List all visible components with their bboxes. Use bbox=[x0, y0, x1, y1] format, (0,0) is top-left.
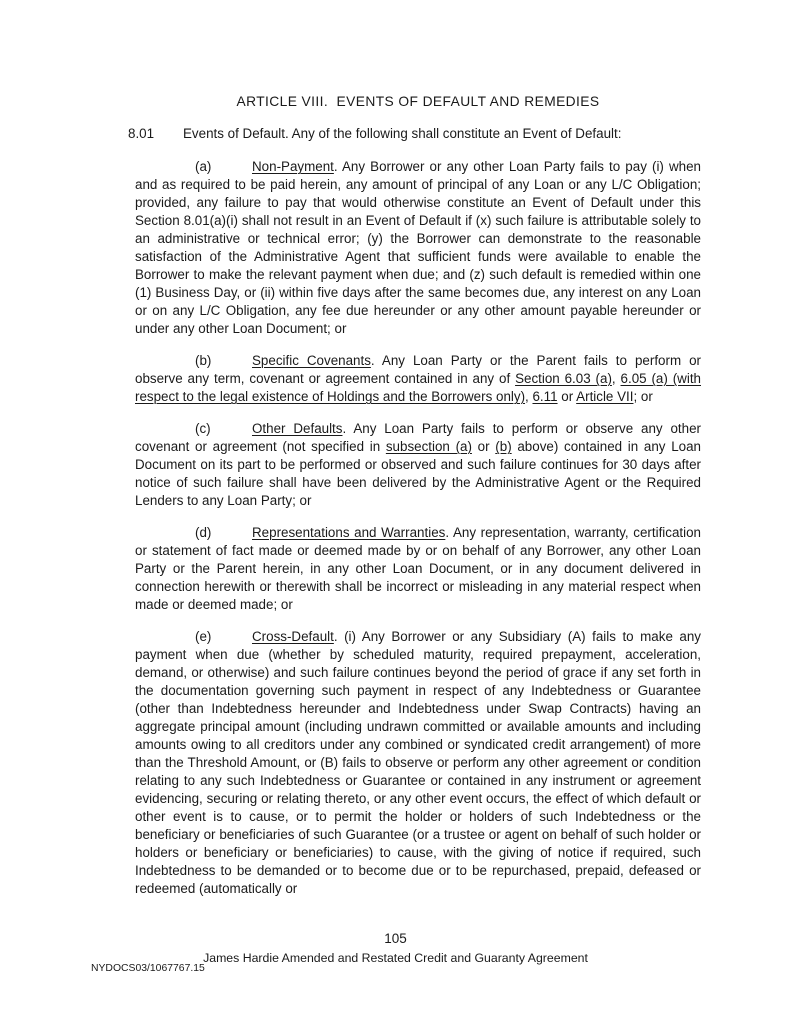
section-reference-article-vii: Article VII bbox=[576, 389, 634, 404]
paragraph-b-text: or bbox=[557, 389, 577, 404]
section-title: Events of Default bbox=[183, 126, 285, 141]
section-reference-6-03-a: Section 6.03 (a) bbox=[515, 371, 612, 386]
paragraph-c-text: or bbox=[471, 439, 496, 454]
section-number: 8.01 bbox=[128, 126, 155, 141]
paragraph-a-label: (a) bbox=[195, 159, 212, 174]
paragraph-b-heading: Specific Covenants bbox=[252, 353, 371, 368]
paragraph-b-text: , bbox=[525, 389, 533, 404]
section-reference-6-05-a: 6.05 (a) (with respect to the legal existence of Holdings and the Borrowers only) bbox=[135, 371, 701, 404]
section-reference-6-11: 6.11 bbox=[532, 389, 558, 404]
section-8-01-line bbox=[128, 125, 701, 143]
footer-document-title: James Hardie Amended and Restated Credit and Guaranty Agreement bbox=[203, 951, 588, 965]
paragraph-c-text: . Any Loan Party fails to perform or observe any other covenant or agreement (not specified in bbox=[135, 421, 701, 454]
paragraph-e-cross-default bbox=[135, 628, 701, 898]
paragraph-e-heading: Cross-Default bbox=[252, 629, 334, 644]
paragraph-d-text: . Any representation, warranty, certification or statement of fact made or deemed made by or on behalf of any Borrower, any other Loan Party or the Parent herein, in any other Loan Document, or in any document delivered in connection herewith or therewith shall be incorrect or misleading in any material respect when made or deemed made; or bbox=[135, 525, 701, 612]
paragraph-d-representations-warranties bbox=[135, 524, 701, 614]
paragraph-e-label: (e) bbox=[195, 629, 212, 644]
paragraph-c-label: (c) bbox=[195, 421, 211, 436]
paragraph-b-specific-covenants bbox=[135, 352, 701, 406]
paragraph-a-text: . Any Borrower or any other Loan Party fails to pay (i) when and as required to be paid herein, any amount of principal of any Loan or any L/C Obligation; provided, any failure to pay that would otherwise constitute an Event of Default under this Section 8.01(a)(i) shall not result in an Event of Default if (x) such failure is attributable solely to an administrative or technical error; (y) the Borrower can demonstrate to the reasonable satisfaction of the Administrative Agent that sufficient funds were available to enable the Borrower to make the relevant payment when due; and (z) such default is remedied within one (1) Business Day, or (ii) within five days after the same becomes due, any interest on any Loan or on any L/C Obligation, any fee due hereunder or any other amount payable hereunder or under any other Loan Document; or bbox=[135, 159, 701, 336]
paragraph-d-label: (d) bbox=[195, 525, 212, 540]
paragraph-a-heading: Non-Payment bbox=[252, 159, 334, 174]
paragraph-c-other-defaults bbox=[135, 420, 701, 510]
paragraph-c-text: above) contained in any Loan Document on its part to be performed or observed and such failure continues for 30 days after notice of such failure shall have been delivered by the Administrative Agent or the Required Lenders to any Loan Party; or bbox=[135, 439, 701, 508]
subsection-reference-a: subsection (a) bbox=[385, 439, 472, 454]
paragraph-e-text: . (i) Any Borrower or any Subsidiary (A) fails to make any payment when due (whether by scheduled maturity, required prepayment, acceleration, demand, or otherwise) and such failure continues beyond the period of grace if any set forth in the documentation governing such payment in respect of any Indebtedness or Guarantee (other than Indebtedness hereunder and Indebtedness under Swap Contracts) having an aggregate principal amount (including undrawn committed or available amounts and including amounts owing to all creditors under any combined or syndicated credit arrangement) of more than the Threshold Amount, or (B) fails to observe or perform any other agreement or condition relating to any such Indebtedness or Guarantee or contained in any instrument or agreement evidencing, securing or relating thereto, or any other event occurs, the effect of which default or other event is to cause, or to permit the holder or holders of such Indebtedness or the beneficiary or beneficiaries of such Guarantee (or a trustee or agent on behalf of such holder or holders or beneficiary or beneficiaries) to cause, with the giving of notice if required, such Indebtedness to be demanded or to become due or to be repurchased, prepaid, defeased or redeemed (automatically or bbox=[135, 629, 701, 896]
paragraph-b-text: . Any Loan Party or the Parent fails to perform or observe any term, covenant or agreement contained in any of bbox=[135, 353, 702, 386]
document-body bbox=[128, 94, 702, 912]
section-intro: . Any of the following shall constitute an Event of Default: bbox=[284, 126, 622, 141]
paragraph-b-label: (b) bbox=[195, 353, 212, 368]
footer-document-id: NYDOCS03/1067767.15 bbox=[91, 963, 205, 974]
paragraph-d-heading: Representations and Warranties bbox=[252, 525, 446, 540]
paragraph-b-text: , bbox=[611, 371, 621, 386]
paragraph-b-text: ; or bbox=[633, 389, 653, 404]
subsection-reference-b: (b) bbox=[495, 439, 512, 454]
article-heading: ARTICLE VIII. EVENTS OF DEFAULT AND REMEDIES bbox=[236, 94, 600, 109]
paragraph-c-heading: Other Defaults bbox=[252, 421, 343, 436]
page-number: 105 bbox=[384, 931, 407, 946]
paragraph-a-non-payment bbox=[135, 158, 701, 338]
